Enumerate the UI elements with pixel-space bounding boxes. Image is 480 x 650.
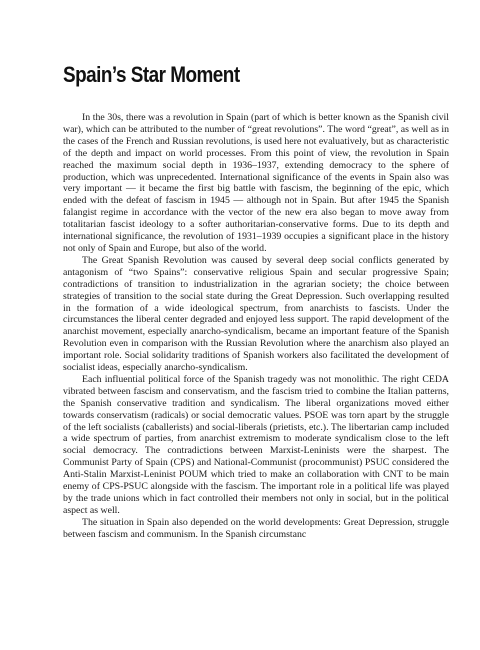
chapter-body — [63, 112, 449, 541]
paragraph-3: Each influential political force of the Spanish tragedy was not monolithic. The right CEDA vibrated between fascism and conservatism, and the fascism tried to combine the Italian patterns, the Spanish conservative tradition and syndicalism. The liberal organizations moved either towards conservatism (radicals) or social democratic values. PSOE was torn apart by the struggle of the left socialists (caballerists) and social-liberals (prietists, etc.). The libertarian camp included a wide spectrum of parties, from anarchist extremism to moderate syndicalism close to the left social democracy. The contradictions between Marxist-Leninists were the sharpest. The Communist Party of Spain (CPS) and National-Communist (procommunist) PSUC considered the Anti-Stalin Marxist-Leninist POUM which tried to make an collaboration with CNT to be main enemy of CPS-PSUC alongside with the fascism. The important role in a political life was played by the trade unions which in fact controlled their members not only in social, but in the political aspect as well. — [63, 373, 449, 516]
paragraph-4: The situation in Spain also depended on the world developments: Great Depression, struggle between fascism and communism. In the Spanish circumstanc — [63, 516, 449, 540]
paragraph-2: The Great Spanish Revolution was caused by several deep social conflicts generated by antagonism of “two Spains”: conservative religious Spain and secular progressive Spain; contradictions of transition to industrialization in the agrarian society; the choice between strategies of transition to the social state during the Great Depression. Such overlapping resulted in the formation of a wide ideological spectrum, from anarchists to fascists. Under the circumstances the liberal center degraded and enjoyed less support. The rapid development of the anarchist movement, especially anarcho-syndicalism, became an important feature of the Spanish Revolution even in comparison with the Russian Revolution where the anarchism also played an important role. Social solidarity traditions of Spanish workers also facilitated the development of socialist ideas, especially anarcho-syndicalism. — [63, 254, 449, 374]
chapter-title: Spain’s Star Moment — [63, 62, 240, 87]
paragraph-1: In the 30s, there was a revolution in Spain (part of which is better known as the Spanish civil war), which can be attributed to the number of “great revolutions”. The word “great”, as well as in the cases of the French and Russian revolutions, is used here not evaluatively, but as characteristic of the depth and impact on world processes. From this point of view, the revolution in Spain reached the maximum social depth in 1936–1937, extending democracy to the sphere of production, which was unprecedented. International significance of the events in Spain also was very important — it became the first big battle with fascism, the beginning of the epic, which ended with the defeat of fascism in 1945 — although not in Spain. But after 1945 the Spanish falangist regime in accordance with the vector of the new era also began to move away from totalitarian fascist ideology to a softer authoritarian-conservative forms. Due to its depth and international significance, the revolution of 1931–1939 occupies a significant place in the history not only of Spain and Europe, but also of the world. — [63, 112, 449, 254]
